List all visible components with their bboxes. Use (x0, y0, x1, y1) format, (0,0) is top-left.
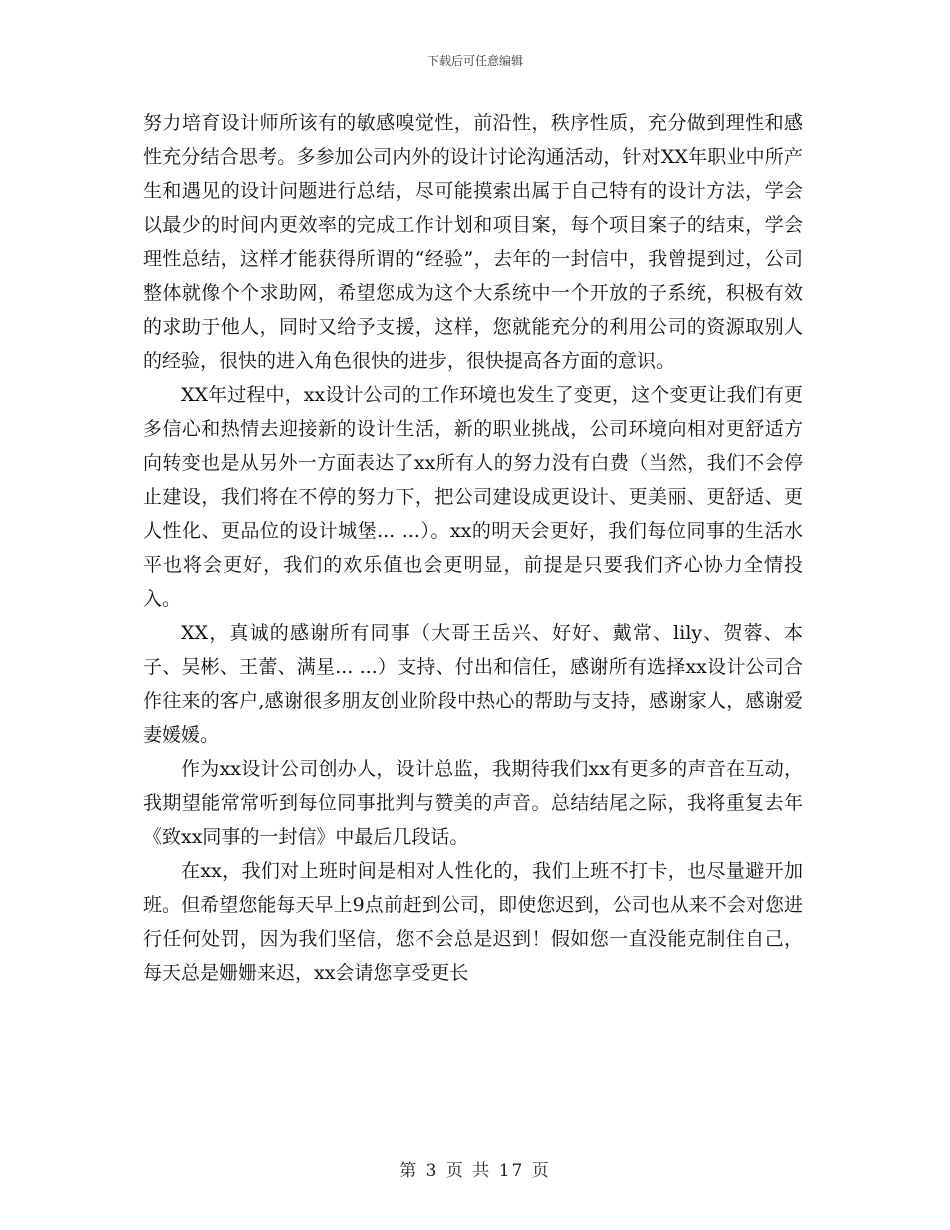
paragraph-1: 努力培育设计师所该有的敏感嗅觉性，前沿性，秩序性质，充分做到理性和感性充分结合思考。多参加公司内外的设计讨论沟通活动，针对XX年职业中所产生和遇见的设计问题进行总结，尽可能摸索出属于自己特有的设计方法，学会以最少的时间内更效率的完成工作计划和项目案，每个项目案子的结束，学会理性总结，这样才能获得所谓的“经验”，去年的一封信中，我曾提到过，公司整体就像个个求助网，希望您成为这个大系统中一个开放的子系统，积极有效的求助于他人，同时又给予支援，这样，您就能充分的利用公司的资源取别人的经验，很快的进入角色很快的进步，很快提高各方面的意识。 (143, 112, 803, 372)
paragraph-5: 在xx，我们对上班时间是相对人性化的，我们上班不打卡，也尽量避开加班。但希望您能每天早上9点前赶到公司，即使您迟到，公司也从来不会对您进行任何处罚，因为我们坚信，您不会总是迟到！假如您一直没能克制住自己，每天总是姗姗来迟，xx会请您享受更长 (143, 860, 803, 984)
page-header: 下载后可任意编辑 (426, 54, 523, 68)
paragraph-4: 作为xx设计公司创办人，设计总监，我期待我们xx有更多的声音在互动，我期望能常常听到每位同事批判与赞美的声音。总结结尾之际，我将重复去年《致xx同事的一封信》中最后几段话。 (143, 758, 803, 848)
paragraph-2: XX年过程中，xx设计公司的工作环境也发生了变更，这个变更让我们有更多信心和热情去迎接新的设计生活，新的职业挑战，公司环境向相对更舒适方向转变也是从另外一方面表达了xx所有人的努力没有白费（当然，我们不会停止建设，我们将在不停的努力下，把公司建设成更设计、更美丽、更舒适、更人性化、更品位的设计城堡... ...）。xx的明天会更好，我们每位同事的生活水平也将会更好，我们的欢乐值也会更明显，前提是只要我们齐心协力全情投入。 (143, 384, 803, 610)
paragraph-3: XX，真诚的感谢所有同事（大哥王岳兴、好好、戴常、lily、贺蓉、本子、吴彬、王蕾、满星... ...）支持、付出和信任，感谢所有选择xx设计公司合作往来的客户,感谢很多朋友创业阶段中热心的帮助与支持，感谢家人，感谢爱妻媛媛。 (143, 622, 803, 746)
page-footer: 第 3 页 共 17 页 (399, 1161, 551, 1181)
document-body (143, 106, 803, 990)
